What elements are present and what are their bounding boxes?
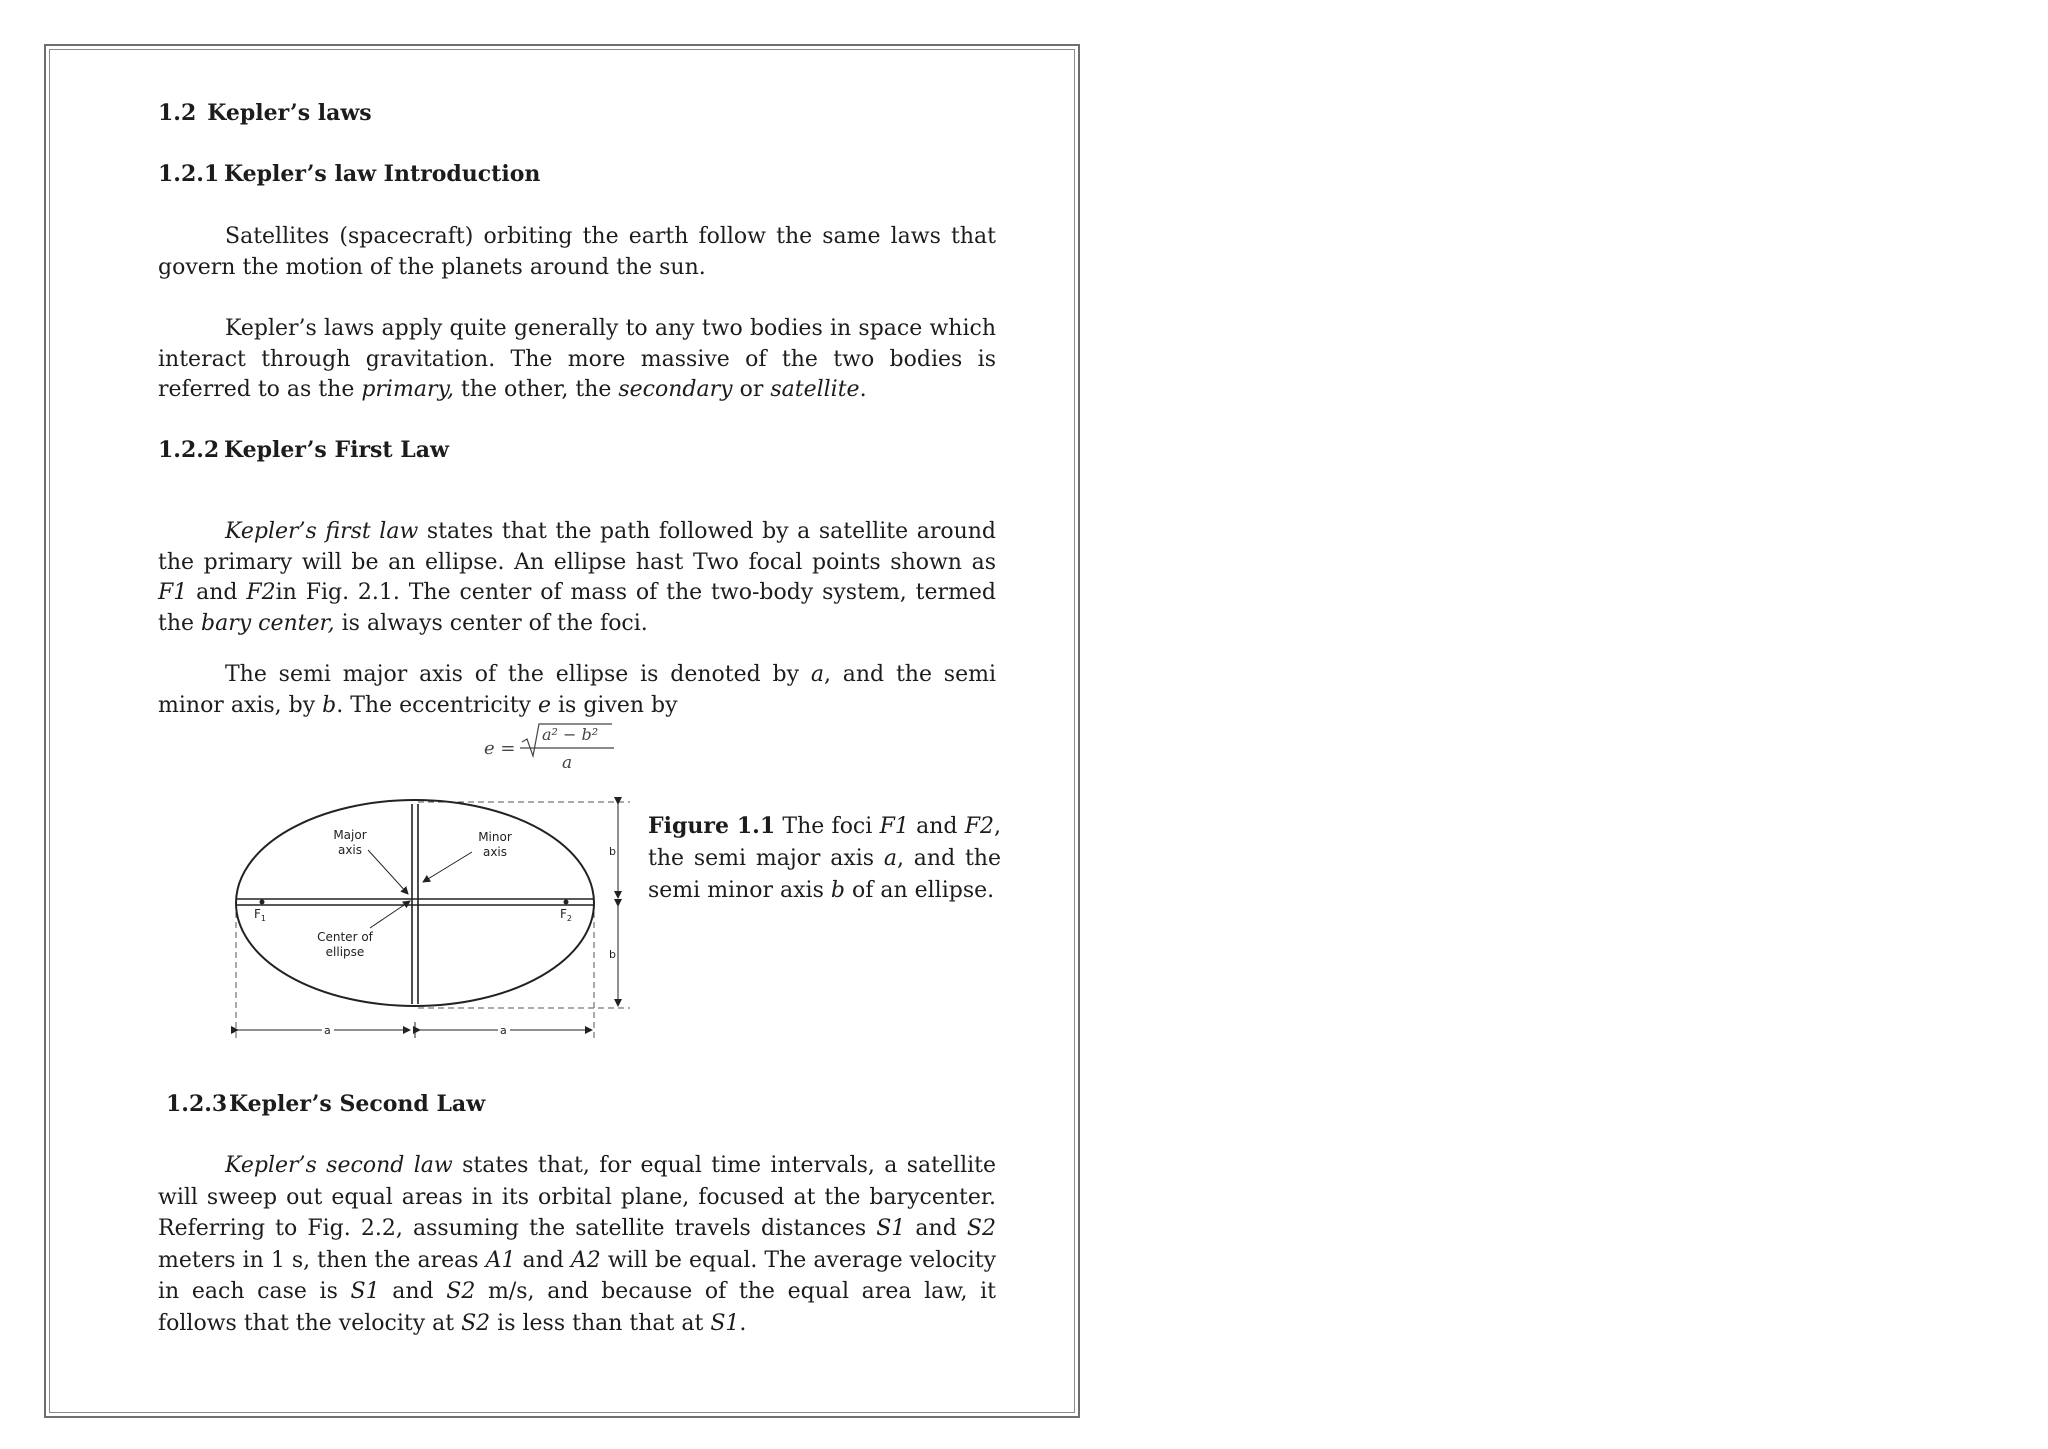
intro-title: Kepler’s law Introduction — [224, 161, 541, 187]
equation-radicand: a² − b² — [542, 725, 599, 744]
second-law-number: 1.2.3 — [166, 1091, 228, 1117]
f1-symbol: F1 — [158, 580, 188, 605]
intro-paragraph-1: Satellites (spacecraft) orbiting the earth follow the same laws that govern the motion of the planets around the sun. — [158, 224, 996, 280]
second-law-heading — [166, 1091, 485, 1117]
first-law-number: 1.2.2 — [158, 437, 220, 463]
first-law-paragraph-1: Kepler’s first law states that the path followed by a satellite around the primary will be an ellipse. An ellipse hast Two focal points shown as F1 and F2in Fig. 2.1. The center of mass of the two-body system, termed the bary center, is always center of the foci. — [158, 519, 997, 636]
intro-paragraph-2: Kepler’s laws apply quite generally to any two bodies in space which interact through gravitation. The more massive of the two bodies is referred to as the primary, the other, the secondary or satellite. — [158, 316, 996, 402]
minor-axis-label: Minor — [478, 830, 512, 844]
second-law-title: Kepler’s Second Law — [229, 1091, 486, 1117]
section-heading — [158, 100, 372, 126]
major-axis-label: Major — [333, 828, 367, 842]
equation-lhs: e = — [484, 738, 516, 759]
first-law-paragraph-2: The semi major axis of the ellipse is denoted by a, and the semi minor axis, by b. The eccentricity e is given by — [158, 662, 997, 718]
f1-label: $F_1$ — [254, 907, 266, 923]
b-upper-label: b — [609, 845, 616, 858]
focus-f2-point — [564, 900, 569, 905]
f2-symbol: F2 — [246, 580, 276, 605]
b-lower-label: b — [609, 948, 616, 961]
ellipse-shape — [236, 800, 594, 1006]
f2-label: $F_2$ — [560, 907, 572, 923]
intro-number: 1.2.1 — [158, 161, 220, 187]
a-right-label: a — [500, 1024, 507, 1037]
eccentricity-equation — [484, 720, 624, 772]
a-left-label: a — [324, 1024, 331, 1037]
equation-denominator: a — [562, 753, 573, 772]
figure-caption: Figure 1.1 The foci F1 and F2, the semi major axis a, and the semi minor axis b of an ellipse. — [648, 813, 1001, 903]
focus-f1-point — [260, 900, 265, 905]
second-law-paragraph: Kepler’s second law states that, for equal time intervals, a satellite will sweep out equal areas in its orbital plane, focused at the barycenter. Referring to Fig. 2.2, assuming the satellite travels distances S1 and S2 meters in 1 s, then the areas A1 and A2 will be equal. The average velocity in each case is S1 and S2 m/s, and because of the equal area law, it follows that the velocity at S2 is less than that at S1. — [158, 1153, 997, 1336]
first-law-heading — [158, 437, 449, 463]
minor-axis-label-2: axis — [482, 845, 508, 859]
ellipse-figure — [230, 790, 636, 1040]
intro-heading — [158, 161, 540, 187]
section-number: 1.2 — [158, 100, 197, 126]
first-law-title: Kepler’s First Law — [224, 437, 449, 463]
center-label-2: ellipse — [325, 945, 365, 959]
center-label: Center of — [317, 930, 373, 944]
major-axis-label-2: axis — [337, 843, 363, 857]
section-title: Kepler’s laws — [207, 100, 372, 126]
